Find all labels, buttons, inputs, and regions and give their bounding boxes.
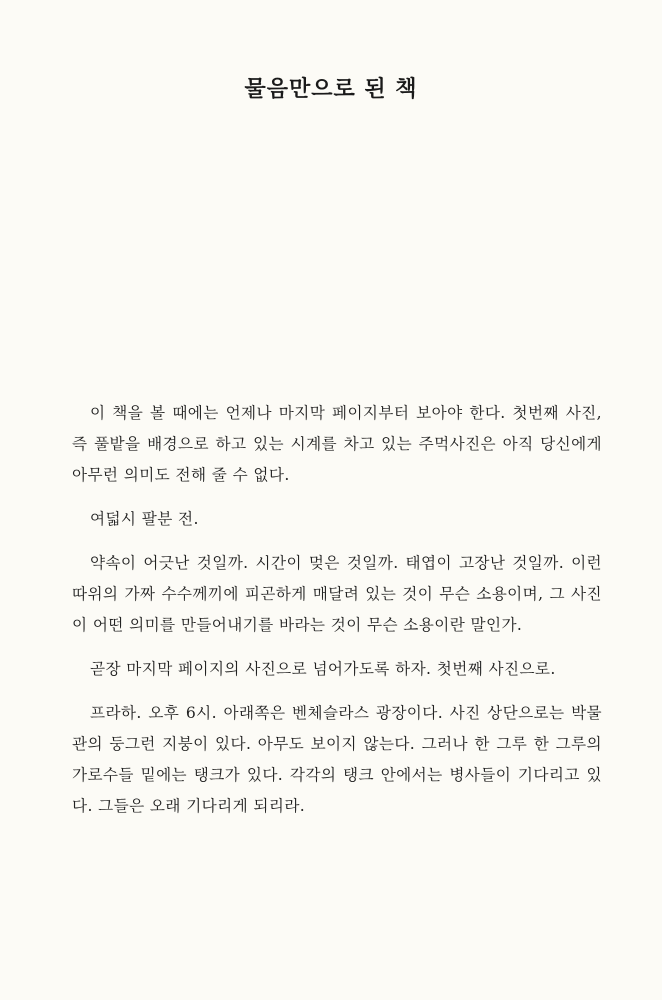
body-text [72, 398, 602, 822]
paragraph-2: 여덟시 팔분 전. [90, 510, 199, 528]
paragraph-4: 곧장 마지막 페이지의 사진으로 넘어가도록 하자. 첫번째 사진으로. [90, 660, 556, 678]
paragraph-5: 프라하. 오후 6시. 아래쪽은 벤체슬라스 광장이다. 사진 상단으로는 박물관의 둥그런 지붕이 있다. 아무도 보이지 않는다. 그러나 한 그루 한 그루의 가로수들 밑에는 탱크가 있다. 각각의 탱크 안에서는 병사들이 기다리고 있다. 그들은 오래 기다리게 되리라. [72, 704, 602, 815]
paragraph-3: 약속이 어긋난 것일까. 시간이 멎은 것일까. 태엽이 고장난 것일까. 이런 따위의 가짜 수수께끼에 피곤하게 매달려 있는 것이 무슨 소용이며, 그 사진이 어떤 의미를 만들어내기를 바라는 것이 무슨 소용이란 말인가. [72, 554, 602, 634]
page-title: 물음만으로 된 책 [244, 76, 418, 102]
paragraph-1: 이 책을 볼 때에는 언제나 마지막 페이지부터 보아야 한다. 첫번째 사진, 즉 풀밭을 배경으로 하고 있는 시계를 차고 있는 주먹사진은 아직 당신에게 아무런 의미도 전해 줄 수 없다. [72, 404, 602, 484]
